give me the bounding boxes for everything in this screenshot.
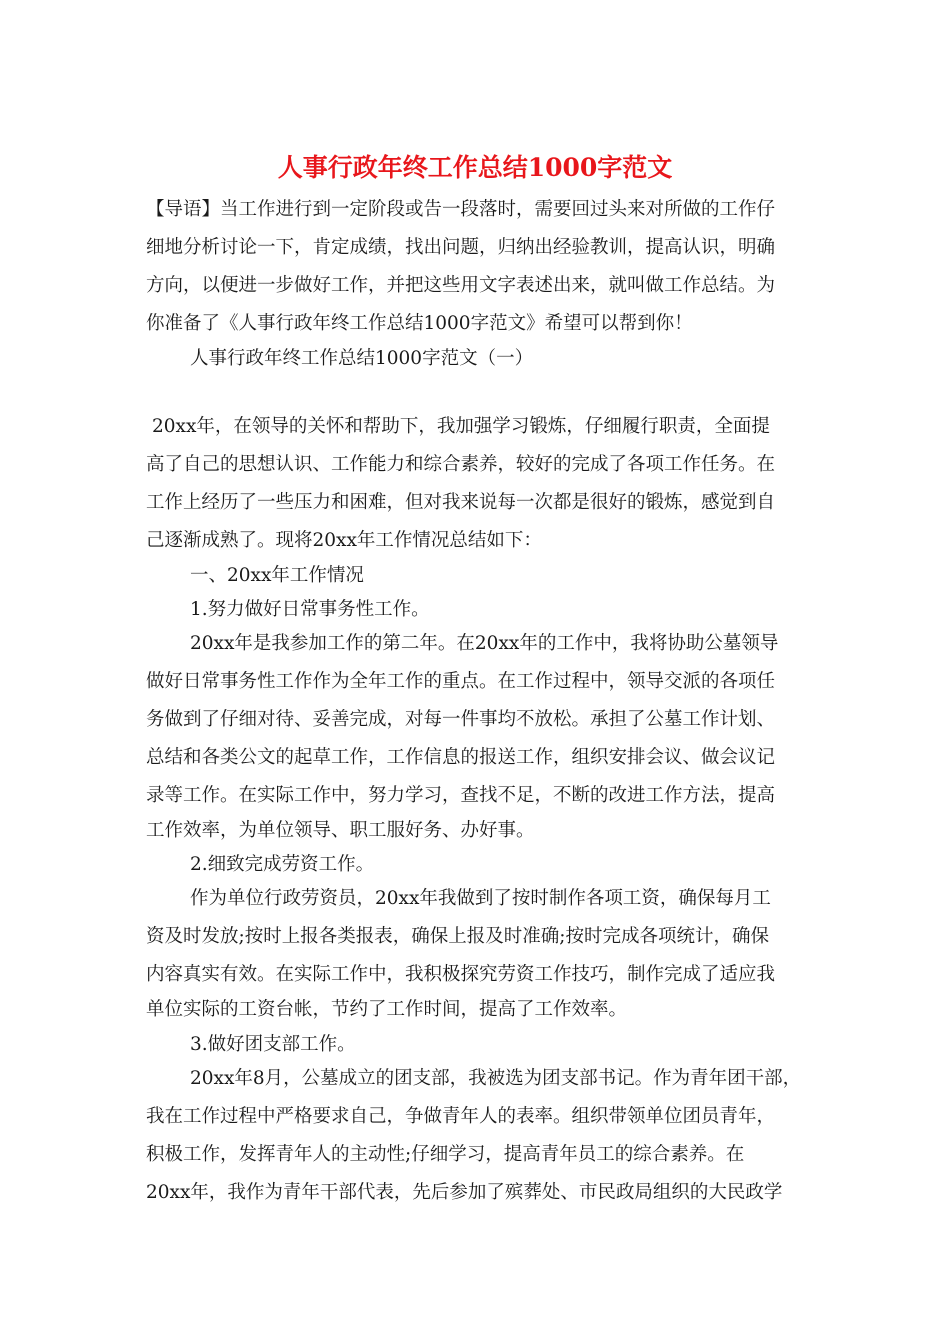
subheading: 2.细致完成劳资工作。 [190,854,375,875]
intro-line: 【导语】当工作进行到一定阶段或告一段落时，需要回过头来对所做的工作仔 [146,199,776,220]
intro-line: 方向，以便进一步做好工作，并把这些用文字表述出来，就叫做工作总结。为 [146,275,776,296]
body-line: 做好日常事务性工作作为全年工作的重点。在工作过程中，领导交派的各项任 [146,671,776,692]
intro-line: 细地分析讨论一下，肯定成绩，找出问题，归纳出经验教训，提高认识，明确 [146,237,776,258]
body-line: 工作效率，为单位领导、职工服好务、办好事。 [146,820,535,841]
body-line: 20xx年是我参加工作的第二年。在20xx年的工作中，我将协助公墓领导 [190,633,779,654]
body-line: 工作上经历了一些压力和困难，但对我来说每一次都是很好的锻炼，感觉到自 [146,492,776,513]
body-line: 务做到了仔细对待、妥善完成，对每一件事均不放松。承担了公墓工作计划、 [146,709,776,730]
body-line: 积极工作，发挥青年人的主动性;仔细学习，提高青年员工的综合素养。在 [146,1144,745,1165]
intro-line: 你准备了《人事行政年终工作总结1000字范文》希望可以帮到你！ [146,313,693,334]
body-line: 20xx年8月，公墓成立的团支部，我被选为团支部书记。作为青年团干部， [190,1068,802,1089]
body-line: 我在工作过程中严格要求自己，争做青年人的表率。组织带领单位团员青年， [146,1106,776,1127]
body-line: 资及时发放;按时上报各类报表，确保上报及时准确;按时完成各项统计，确保 [146,926,769,947]
document-title: 人事行政年终工作总结1000字范文 [277,153,673,182]
subheading: 1.努力做好日常事务性工作。 [190,599,430,620]
body-line: 内容真实有效。在实际工作中，我积极探究劳资工作技巧，制作完成了适应我 [146,964,776,985]
body-line: 单位实际的工资台帐，节约了工作时间，提高了工作效率。 [146,999,628,1020]
body-line: 作为单位行政劳资员，20xx年我做到了按时制作各项工资，确保每月工 [190,888,771,909]
subheading: 一、20xx年工作情况 [190,565,364,586]
body-line: 总结和各类公文的起草工作，工作信息的报送工作，组织安排会议、做会议记 [146,747,776,768]
body-line: 录等工作。在实际工作中，努力学习，查找不足，不断的改进工作方法，提高 [146,785,776,806]
body-line: 20xx年，我作为青年干部代表，先后参加了殡葬处、市民政局组织的大民政学 [146,1182,783,1203]
body-line: 20xx年，在领导的关怀和帮助下，我加强学习锻炼，仔细履行职责，全面提 [152,416,770,437]
body-line: 高了自己的思想认识、工作能力和综合素养，较好的完成了各项工作任务。在 [146,454,776,475]
section-heading: 人事行政年终工作总结1000字范文（一） [190,348,534,369]
body-line: 己逐渐成熟了。现将20xx年工作情况总结如下： [146,530,542,551]
subheading: 3.做好团支部工作。 [190,1034,356,1055]
